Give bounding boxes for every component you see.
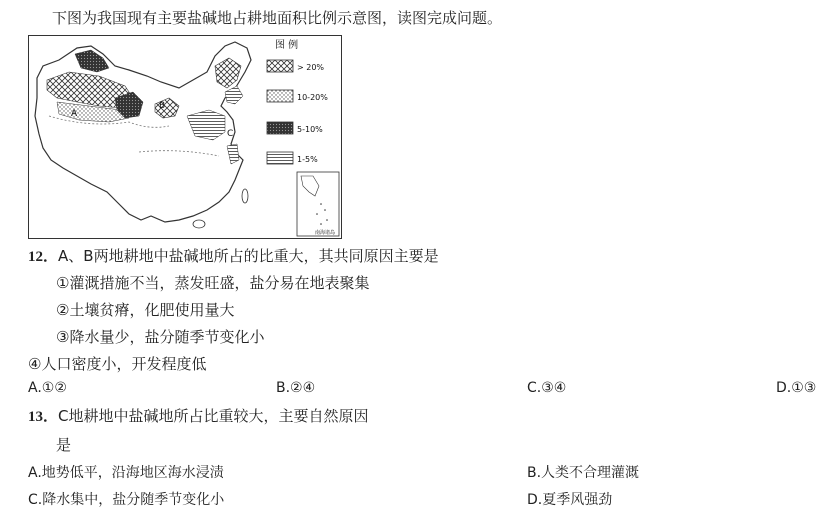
label-a: A <box>71 109 78 119</box>
question-13-stem <box>28 405 369 426</box>
question-13-text: C地耕地中盐碱地所占比重较大，主要自然原因 <box>58 407 369 425</box>
question-12-stem <box>28 245 439 266</box>
q13-option-c[interactable]: C.降水集中，盐分随季节变化小 <box>28 492 225 508</box>
label-c: C <box>227 129 234 139</box>
q13-option-d[interactable]: D.夏季风强劲 <box>527 492 613 508</box>
question-13-stem-cont: 是 <box>56 436 72 454</box>
map-svg <box>29 36 341 238</box>
q13-option-a[interactable]: A.地势低平，沿海地区海水浸渍 <box>28 465 224 481</box>
q12-option-d[interactable]: D.①③ <box>776 380 817 396</box>
statement-4: ④人口密度小，开发程度低 <box>28 355 207 373</box>
legend-title: 图 例 <box>275 40 299 51</box>
question-13-number: 13． <box>28 409 59 425</box>
question-12-number: 12． <box>28 249 59 265</box>
q12-option-b[interactable]: B.②④ <box>276 380 316 396</box>
statement-1: ①灌溉措施不当，蒸发旺盛，盐分易在地表聚集 <box>56 274 370 292</box>
legend-label-4: 1-5% <box>297 155 318 164</box>
q12-option-a[interactable]: A.①② <box>28 380 67 396</box>
q13-option-b[interactable]: B.人类不合理灌溉 <box>527 465 640 481</box>
label-b: B <box>159 101 166 111</box>
map-legend <box>267 38 328 164</box>
legend-label-3: 5-10% <box>297 125 323 134</box>
statement-3: ③降水量少，盐分随季节变化小 <box>56 328 265 346</box>
question-12-text: A、B两地耕地中盐碱地所占的比重大，其共同原因主要是 <box>58 247 439 265</box>
map-inset <box>297 172 339 236</box>
statement-2: ②土壤贫瘠，化肥使用量大 <box>56 301 235 319</box>
q12-option-c[interactable]: C.③④ <box>527 380 567 396</box>
inset-caption: 南海诸岛 <box>315 230 336 236</box>
legend-label-1: > 20% <box>297 63 325 72</box>
salinity-map <box>28 35 342 239</box>
intro-text: 下图为我国现有主要盐碱地占耕地面积比例示意图，读图完成问题。 <box>52 9 503 27</box>
legend-label-2: 10-20% <box>297 93 328 102</box>
